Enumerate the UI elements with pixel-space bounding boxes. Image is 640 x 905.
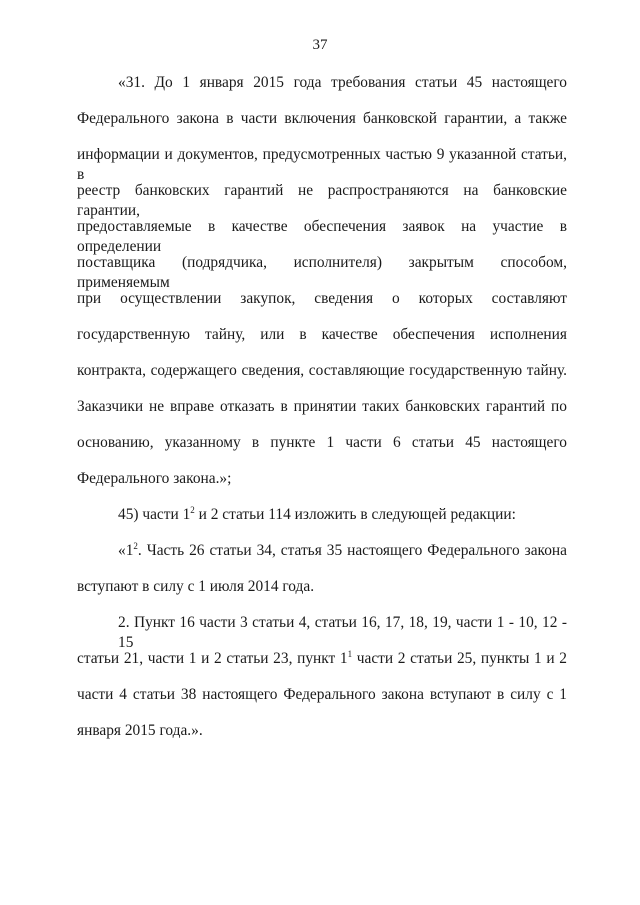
text-line: Заказчики не вправе отказать в принятии таких банковских гарантий по xyxy=(77,398,567,415)
text-line: части 4 статьи 38 настоящего Федерального закона вступают в силу с 1 xyxy=(77,686,567,703)
text-line: Федерального закона.»; xyxy=(77,470,232,487)
text-fragment: 45) части 1 xyxy=(118,506,191,523)
text-line xyxy=(77,649,567,669)
text-line: контракта, содержащего сведения, составляющие государственную тайну. xyxy=(77,362,567,379)
text-fragment: статьи 21, части 1 и 2 статьи 23, пункт 1 xyxy=(77,650,348,667)
text-line: 2. Пункт 16 части 3 статьи 4, статьи 16, 17, 18, 19, части 1 - 10, 12 - 15 xyxy=(118,614,567,651)
text-line: «31. До 1 января 2015 года требования статьи 45 настоящего xyxy=(118,74,567,91)
text-line: реестр банковских гарантий не распространяются на банковские гарантии, xyxy=(77,182,567,219)
text-fragment: . Часть 26 статьи 34, статья 35 настоящего Федерального закона xyxy=(137,542,567,559)
text-line: вступают в силу с 1 июля 2014 года. xyxy=(77,578,315,595)
text-fragment: части 2 статьи 25, пункты 1 и 2 xyxy=(352,650,567,667)
text-fragment: «1 xyxy=(118,542,134,559)
superscript: 2 xyxy=(133,541,138,551)
superscript: 1 xyxy=(347,649,353,659)
text-line: при осуществлении закупок, сведения о которых составляют xyxy=(77,290,567,307)
superscript: 2 xyxy=(190,505,195,515)
text-line: поставщика (подрядчика, исполнителя) закрытым способом, применяемым xyxy=(77,254,567,291)
text-line xyxy=(118,541,567,561)
text-fragment: и 2 статьи 114 изложить в следующей редакции: xyxy=(194,506,516,523)
page-number: 37 xyxy=(312,37,328,53)
text-line: января 2015 года.». xyxy=(77,722,203,739)
text-line: основанию, указанному в пункте 1 части 6 статьи 45 настоящего xyxy=(77,434,567,451)
text-line: предоставляемые в качестве обеспечения заявок на участие в определении xyxy=(77,218,567,255)
amendment-item-45 xyxy=(118,505,567,525)
text-line: информации и документов, предусмотренных частью 9 указанной статьи, в xyxy=(77,146,567,183)
text-line: государственную тайну, или в качестве обеспечения исполнения xyxy=(77,326,567,343)
text-line: Федерального закона в части включения банковской гарантии, а также xyxy=(77,110,567,127)
